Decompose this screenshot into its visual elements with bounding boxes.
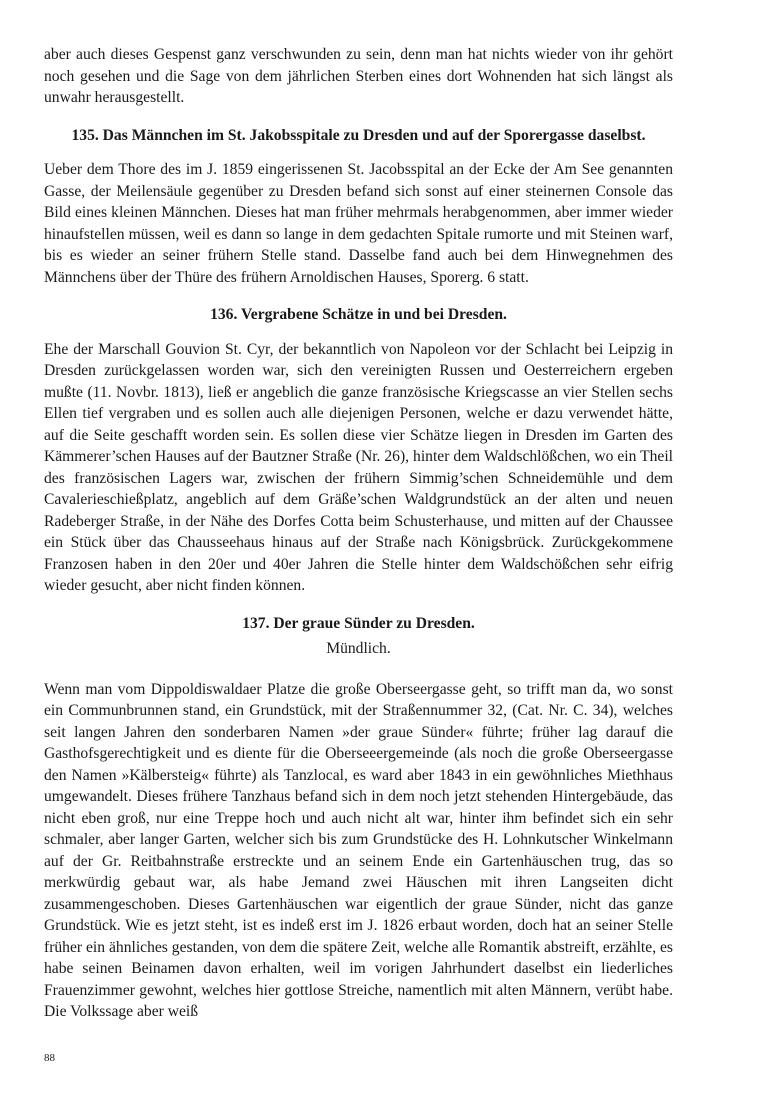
spacer bbox=[44, 326, 673, 339]
section-heading-135: 135. Das Männchen im St. Jakobsspitale zu Dresden und auf der Sporergasse daselbst. bbox=[71, 126, 646, 144]
spacer bbox=[44, 146, 673, 159]
section-text-135: Ueber dem Thore des im J. 1859 eingerissenen St. Jacobsspital an der Ecke der Am See genannten Gasse, der Meilensäule gegenüber zu Dresden befand sich sonst auf einer steinernen Console das Bild eines kleinen Männchen. Dieses hat man früher mehrmals herabgenommen, aber immer wieder hinaufstellen müssen, weil es dann so lange in dem gedachten Spitale rumorte und mit Steinen warf, bis es wieder an seiner frühern Stelle stand. Dasselbe fand auch bei dem Hinwegnehmen des Männchens über der Thüre des frühern Arnoldischen Hauses, Sporerg. 6 statt. bbox=[44, 161, 673, 286]
section-heading-137: 137. Der graue Sünder zu Dresden. bbox=[242, 614, 475, 632]
section-text-136: Ehe der Marschall Gouvion St. Cyr, der bekanntlich von Napoleon vor der Schlacht bei Leipzig in Dresden zurückgelassen worden war, sich den vereinigten Russen und Oesterreichern ergeben mußte (11. Novbr. 1813), ließ er angeblich die ganze französische Kriegscasse an vier Stellen sechs Ellen tief vergraben und es sollen auch alle diejenigen Personen, welche er dazu verwendet hätte, auf die Seite geschafft worden sein. Es sollen diese vier Schätze liegen in Dresden im Garten des Kämmerer’schen Hauses auf der Bautzner Straße (Nr. 26), hinter dem Waldschlößchen, wo ein Theil des französischen Lagers war, zwischen der frühern Simmig’schen Schneidemühle und dem Cavalerieschießplatz, angeblich auf dem Gräße’schen Waldgrundstück an der alten und neuen Radeberger Straße, in der Nähe des Dorfes Cotta beim Schusterhause, und mitten auf der Chaussee ein Stück über das Chausseehaus hinaus auf der Straße nach Königsbrück. Zurückgekommene Franzosen haben in den 20er und 40er Jahren die Stelle hinter dem Waldschößchen sehr eifrig wieder gesucht, aber nicht finden können. bbox=[44, 340, 673, 594]
spacer bbox=[44, 597, 673, 613]
page-body bbox=[44, 44, 673, 1023]
section-text-137: Wenn man vom Dippoldiswaldaer Platze die große Oberseergasse geht, so trifft man da, wo sonst ein Communbrunnen stand, ein Grundstück, mit der Straßennummer 32, (Cat. Nr. C. 34), welches seit langen Jahren den sonderbaren Namen »der graue Sünder« führte; früher lag darauf die Gasthofsgerechtigkeit und es diente für die Oberseeergemeinde (als noch die große Oberseergasse den Namen »Kälbersteig« führte) als Tanzlocal, es ward aber 1843 in ein gewöhnliches Miethhaus umgewandelt. Dieses frühere Tanzhaus befand sich in dem noch jetzt stehenden Hintergebäude, das nicht eben groß, nur eine Treppe hoch und auch nicht alt war, hinter ihm befindet sich ein sehr schmaler, aber langer Garten, welcher sich bis zum Grundstücke des H. Lohnkutscher Winkelmann auf der Gr. Reitbahnstraße erstreckte und an seinem Ende ein Gartenhäuschen trug, das so merkwürdig gebaut war, als habe Jemand zwei Häuschen mit ihren Langseiten dicht zusammengeschoben. Dieses Gartenhäuschen war eigentlich der graue Sünder, nicht das ganze Grundstück. Wie es jetzt steht, ist es indeß erst im J. 1826 erbaut worden, doch hat an seiner Stelle früher ein ähnliches gestanden, von dem die spätere Zeit, welche alle Romantik abstreift, erzählte, es habe seinen Beinamen davon erhalten, weil im vorigen Jahrhundert daselbst ein liederliches Frauenzimmer gewohnt, welches hier gottlose Streiche, namentlich mit alten Männern, verübt habe. Die Volkssage aber weiß bbox=[44, 680, 673, 1020]
spacer bbox=[44, 660, 673, 679]
page-number: 88 bbox=[44, 1052, 55, 1064]
spacer bbox=[44, 109, 673, 125]
intro-paragraph: aber auch dieses Gespenst ganz verschwunden zu sein, denn man hat nichts wieder von ihr gehört noch gesehen und die Sage von dem jährlichen Sterben eines dort Wohnenden hat sich längst als unwahr herausgestellt. bbox=[44, 46, 673, 106]
spacer bbox=[44, 288, 673, 304]
section-heading-136: 136. Vergrabene Schätze in und bei Dresden. bbox=[210, 306, 507, 323]
section-subtitle-137: Mündlich. bbox=[326, 640, 391, 657]
